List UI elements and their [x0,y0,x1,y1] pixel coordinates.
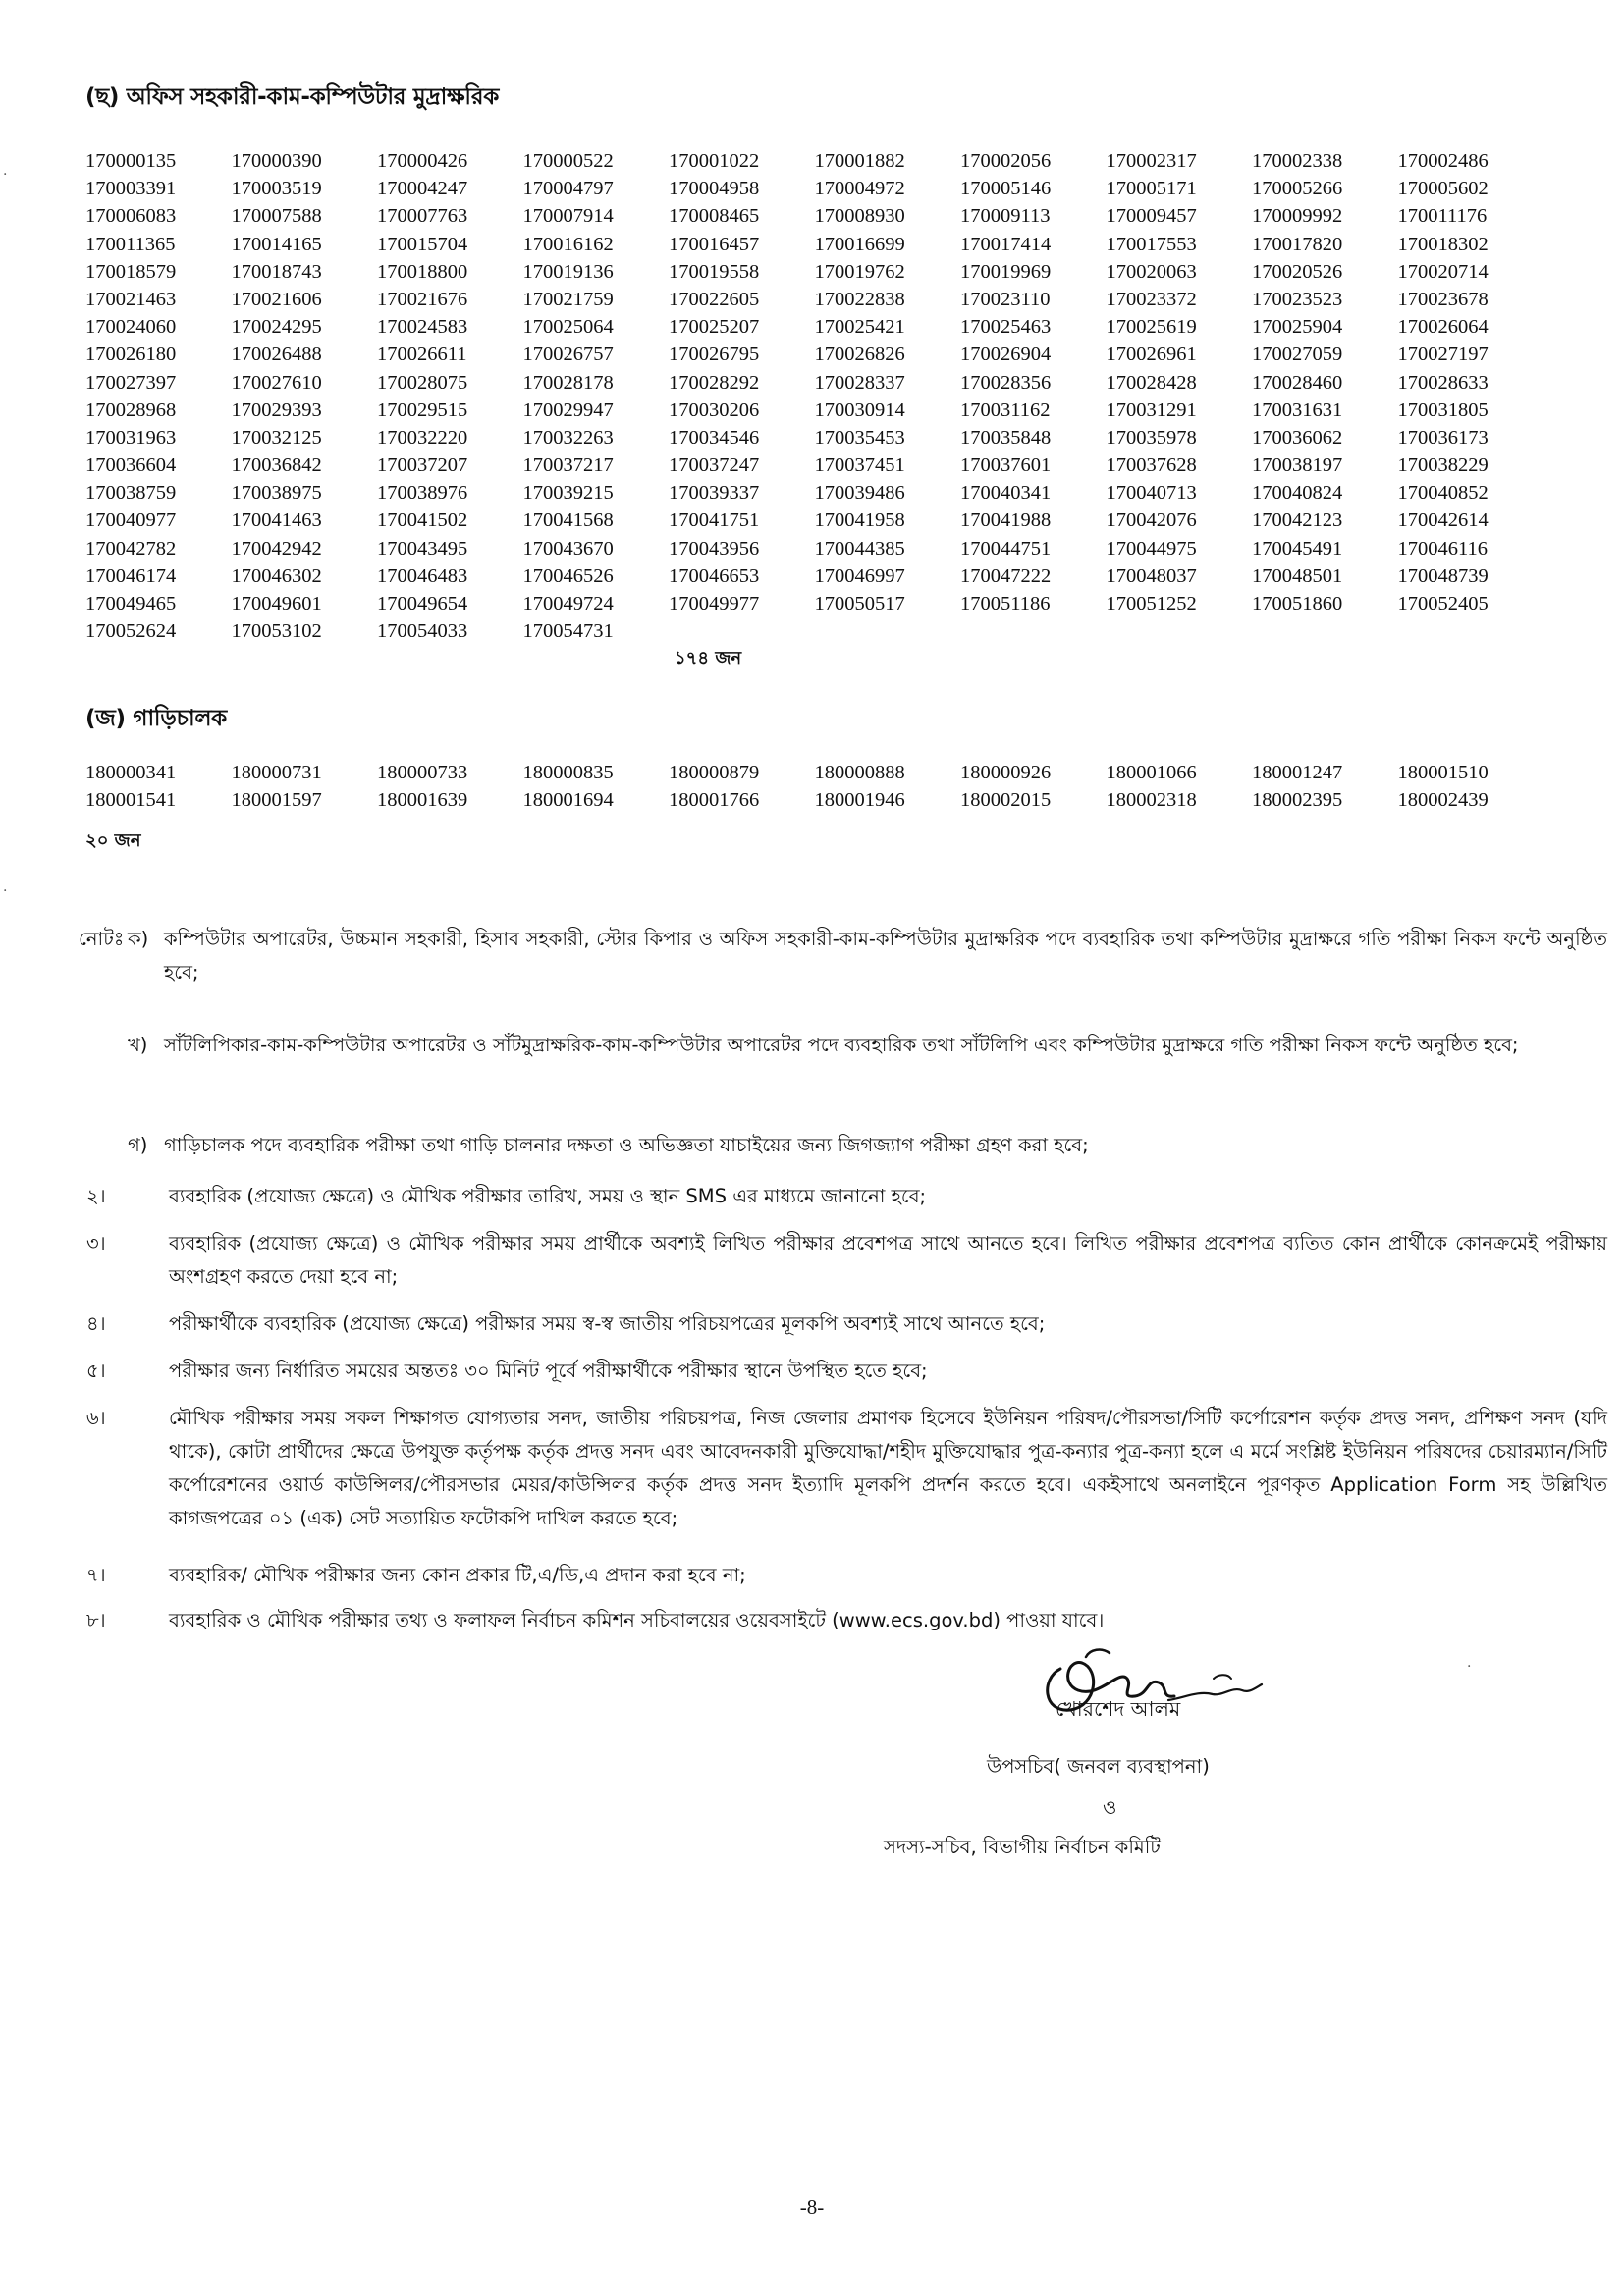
roll-number-cell: 170041751 [669,509,760,532]
roll-number-cell: 170040852 [1397,482,1489,505]
note-ga-label: গ) [128,1134,148,1156]
roll-number-cell: 170021606 [231,288,322,310]
roll-number-cell: 170044751 [960,537,1052,560]
scan-mark: · [3,167,8,183]
roll-number-cell: 170009457 [1106,205,1197,228]
roll-number-cell: 170021676 [377,288,468,310]
roll-number-cell: 170000522 [522,150,614,172]
roll-number-cell: 170046653 [669,564,760,587]
roll-number-cell: 170053102 [231,620,322,643]
roll-number-cell: 170007914 [522,205,614,228]
signatory-name: খোরশেদ আলম [1056,1697,1181,1721]
roll-number-cell: 170016162 [522,233,614,255]
roll-number-cell: 170023523 [1252,288,1343,310]
roll-number-cell: 180000341 [85,762,177,783]
roll-number-cell: 170004247 [377,178,468,200]
roll-number-grid-driver [85,759,1543,814]
note-item-number: ২। [86,1185,106,1207]
roll-number-cell: 170003391 [85,178,177,200]
roll-number-cell: 170025904 [1252,316,1343,339]
signatory-conjunction: ও [1103,1796,1117,1819]
roll-number-cell: 170025064 [522,316,614,339]
roll-number-cell: 170017553 [1106,233,1197,255]
roll-number-cell: 170036604 [85,454,177,477]
roll-number-cell: 170031631 [1252,399,1343,421]
note-item-text: ব্যবহারিক (প্রযোজ্য ক্ষেত্রে) ও মৌখিক পরীক্ষার সময় প্রার্থীকে অবশ্যই লিখিত পরীক্ষার প্রবেশপত্র সাথে আনতে হবে। লিখিত পরীক্ষার প্রবেশপত্র ব্যতিত কোন প্রার্থীকে কোনক্রমেই পরীক্ষায় অংশগ্রহণ করতে দেয়া হবে না; [169,1232,1607,1288]
roll-number-cell: 170042123 [1252,509,1343,532]
roll-number-cell: 170020714 [1397,260,1489,283]
roll-number-cell: 170028356 [960,371,1052,394]
roll-number-cell: 170026488 [231,344,322,366]
roll-number-cell: 170031162 [960,399,1051,421]
section-heading-driver: (জ) গাড়িচালক [85,706,227,731]
roll-number-cell: 170040824 [1252,482,1343,505]
roll-number-cell: 170019136 [522,260,614,283]
roll-number-cell: 170024295 [231,316,322,339]
roll-number-cell: 170027197 [1397,344,1489,366]
roll-number-cell: 180000731 [231,762,322,783]
roll-number-cell: 170008930 [814,205,905,228]
roll-number-cell: 170042076 [1106,509,1197,532]
roll-number-cell: 180000926 [960,762,1052,783]
roll-number-cell: 170000135 [85,150,177,172]
roll-number-cell: 170038197 [1252,454,1343,477]
roll-number-cell: 170030206 [669,399,760,421]
roll-number-cell: 170046116 [1397,537,1488,560]
roll-number-cell: 170040977 [85,509,177,532]
roll-number-cell: 170031963 [85,426,177,449]
roll-number-cell: 170035848 [960,426,1052,449]
roll-number-cell: 170003519 [231,178,322,200]
roll-number-cell: 170036173 [1397,426,1489,449]
roll-number-cell: 170029947 [522,399,614,421]
note-item-number: ৭। [86,1564,106,1586]
roll-number-cell: 170018743 [231,260,322,283]
roll-number-cell: 170028428 [1106,371,1197,394]
roll-number-cell: 170046526 [522,564,614,587]
roll-number-cell: 170040713 [1106,482,1197,505]
roll-number-cell: 170026757 [522,344,614,366]
roll-number-cell: 170028968 [85,399,177,421]
roll-number-cell: 170008465 [669,205,760,228]
note-kha-text: সাঁটলিপিকার-কাম-কম্পিউটার অপারেটর ও সাঁটমুদ্রাক্ষরিক-কাম-কম্পিউটার অপারেটর পদে ব্যবহারিক তথা সাঁটলিপি এবং কম্পিউটার মুদ্রাক্ষরে গতি পরীক্ষা নিকস ফন্টে অনুষ্ঠিত হবে; [164,1034,1519,1056]
roll-number-cell: 170045491 [1252,537,1343,560]
roll-number-cell: 170004958 [669,178,760,200]
page-number: -8- [799,2195,825,2218]
roll-number-cell: 170028337 [814,371,905,394]
roll-number-cell: 170027059 [1252,344,1343,366]
roll-number-cell: 170032125 [231,426,322,449]
roll-number-cell: 170001882 [814,150,905,172]
roll-number-cell: 170019558 [669,260,760,283]
roll-number-cell: 170025207 [669,316,760,339]
roll-number-cell: 170024583 [377,316,468,339]
roll-number-cell: 170037628 [1106,454,1197,477]
note-intro-label: নোটঃ [79,928,125,950]
roll-number-cell: 170026064 [1397,316,1489,339]
roll-number-cell: 170002317 [1106,150,1197,172]
roll-number-cell: 170028178 [522,371,614,394]
roll-number-cell: 170049654 [377,593,468,614]
roll-number-cell: 170032220 [377,426,468,449]
roll-number-cell: 170006083 [85,205,177,228]
roll-number-cell: 170041502 [377,509,468,532]
roll-number-cell: 170023372 [1106,288,1197,310]
roll-number-cell: 170000426 [377,150,468,172]
roll-number-cell: 180002439 [1397,789,1489,812]
roll-number-cell: 170037207 [377,454,468,477]
roll-number-cell: 180000888 [814,762,905,783]
roll-number-cell: 170049601 [231,593,322,614]
roll-number-cell: 170037247 [669,454,760,477]
roll-number-cell: 170026904 [960,344,1052,366]
roll-number-cell: 170036062 [1252,426,1343,449]
roll-number-cell: 170018800 [377,260,468,283]
roll-number-cell: 170049465 [85,593,177,614]
roll-number-cell: 180000879 [669,762,760,783]
roll-number-cell: 170004972 [814,178,905,200]
note-item-number: ৩। [86,1232,106,1255]
note-ka-text: কম্পিউটার অপারেটর, উচ্চমান সহকারী, হিসাব সহকারী, স্টোর কিপার ও অফিস সহকারী-কাম-কম্পিউটার মুদ্রাক্ষরিক পদে ব্যবহারিক তথা কম্পিউটার মুদ্রাক্ষরে গতি পরীক্ষা নিকস ফন্টে অনুষ্ঠিত হবে; [164,928,1607,984]
roll-number-cell: 170025421 [814,316,905,339]
roll-number-cell: 170035453 [814,426,905,449]
roll-number-cell: 170007588 [231,205,322,228]
roll-number-cell: 180000835 [522,762,614,783]
roll-number-cell: 170022838 [814,288,905,310]
roll-number-cell: 180001766 [669,789,760,812]
roll-number-cell: 170051252 [1106,593,1197,614]
notes-section [79,923,1607,1649]
roll-number-cell: 170031805 [1397,399,1489,421]
roll-number-cell: 170051860 [1252,593,1343,614]
roll-number-cell: 170036842 [231,454,322,477]
roll-number-cell: 170025463 [960,316,1052,339]
roll-number-cell: 170016457 [669,233,760,255]
roll-number-cell: 170026826 [814,344,905,366]
roll-number-cell: 170028460 [1252,371,1343,394]
roll-number-cell: 170042782 [85,537,177,560]
roll-number-cell: 170005266 [1252,178,1343,200]
roll-number-cell: 170042614 [1397,509,1489,532]
roll-number-cell: 170040341 [960,482,1052,505]
roll-number-cell: 170005146 [960,178,1052,200]
roll-number-cell: 170028292 [669,371,760,394]
roll-number-cell: 170038229 [1397,454,1489,477]
note-item-text: পরীক্ষার জন্য নির্ধারিত সময়ের অন্ততঃ ৩০ মিনিট পূর্বে পরীক্ষার্থীকে পরীক্ষার স্থানে উপস্থিত হতে হবে; [169,1360,928,1382]
roll-number-cell: 170011176 [1397,205,1488,228]
roll-number-cell: 170027610 [231,371,322,394]
roll-number-cell: 170026611 [377,344,467,366]
roll-number-cell: 170047222 [960,564,1052,587]
roll-number-cell: 180002395 [1252,789,1343,812]
roll-number-cell: 170038975 [231,482,322,505]
note-item-text: ব্যবহারিক/ মৌখিক পরীক্ষার জন্য কোন প্রকার টি,এ/ডি,এ প্রদান করা হবে না; [169,1564,746,1586]
roll-number-cell: 170018579 [85,260,177,283]
roll-number-cell: 170028633 [1397,371,1489,394]
note-kha-label: খ) [128,1034,148,1056]
roll-number-cell: 170042942 [231,537,322,560]
roll-number-cell: 170026961 [1106,344,1197,366]
roll-number-cell: 170025619 [1106,316,1197,339]
roll-number-cell: 170039486 [814,482,905,505]
roll-number-cell: 170019969 [960,260,1052,283]
roll-number-cell: 170048501 [1252,564,1343,587]
note-item-number: ৪। [86,1312,106,1335]
roll-number-cell: 170023678 [1397,288,1489,310]
roll-number-cell: 170002486 [1397,150,1489,172]
roll-number-cell: 170039215 [522,482,614,505]
roll-number-cell: 170052405 [1397,593,1489,614]
roll-number-cell: 170007763 [377,205,468,228]
note-item-number: ৫। [86,1360,106,1382]
roll-number-cell: 170029393 [231,399,322,421]
roll-number-cell: 180001946 [814,789,905,812]
roll-number-cell: 170015704 [377,233,468,255]
roll-number-cell: 170035978 [1106,426,1197,449]
roll-number-cell: 180001597 [231,789,322,812]
roll-number-cell: 170046483 [377,564,468,587]
roll-number-cell: 170031291 [1106,399,1197,421]
roll-number-cell: 170038759 [85,482,177,505]
roll-number-cell: 170021759 [522,288,614,310]
roll-number-cell: 170046302 [231,564,322,587]
roll-number-cell: 170017414 [960,233,1052,255]
roll-number-cell: 170016699 [814,233,905,255]
roll-number-cell: 170005602 [1397,178,1489,200]
roll-number-cell: 170011365 [85,233,176,255]
roll-number-cell: 170043956 [669,537,760,560]
roll-number-grid-office-assistant [85,147,1543,645]
roll-number-cell: 170044385 [814,537,905,560]
roll-number-cell: 180002318 [1106,789,1197,812]
roll-number-cell: 170041463 [231,509,322,532]
roll-number-cell: 170009113 [960,205,1051,228]
roll-number-cell: 170004797 [522,178,614,200]
roll-number-cell: 170043495 [377,537,468,560]
roll-number-cell: 180001694 [522,789,614,812]
roll-number-cell: 170046174 [85,564,177,587]
roll-number-cell: 170048037 [1106,564,1197,587]
roll-number-cell: 170041988 [960,509,1052,532]
roll-number-cell: 170037451 [814,454,905,477]
roll-number-cell: 170052624 [85,620,177,643]
roll-number-cell: 170026795 [669,344,760,366]
roll-number-cell: 170032263 [522,426,614,449]
signatory-role: সদস্য-সচিব, বিভাগীয় নির্বাচন কমিটি [884,1836,1161,1858]
roll-number-cell: 170054731 [522,620,614,643]
roll-number-cell: 170039337 [669,482,760,505]
note-item-text: ব্যবহারিক (প্রযোজ্য ক্ষেত্রে) ও মৌখিক পরীক্ষার তারিখ, সময় ও স্থান SMS এর মাধ্যমে জানানো হবে; [169,1185,927,1207]
roll-number-cell: 170049724 [522,593,614,614]
roll-number-cell: 180001247 [1252,762,1343,783]
roll-number-cell: 170002338 [1252,150,1343,172]
note-ka-label: ক) [128,928,149,950]
roll-number-cell: 170023110 [960,288,1051,310]
note-item-text: মৌখিক পরীক্ষার সময় সকল শিক্ষাগত যোগ্যতার সনদ, জাতীয় পরিচয়পত্র, নিজ জেলার প্রমাণক হিসেবে ইউনিয়ন পরিষদ/পৌরসভা/সিটি কর্পোরেশন কর্তৃক প্রদত্ত সনদ, প্রশিক্ষণ সনদ (যদি থাকে), কোটা প্রার্থীদের ক্ষেত্রে উপযুক্ত কর্তৃপক্ষ কর্তৃক প্রদত্ত সনদ এবং আবেদনকারী মুক্তিযোদ্ধা/শহীদ মুক্তিযোদ্ধার পুত্র-কন্যার পুত্র-কন্যা হলে এ মর্মে সংশ্লিষ্ট ইউনিয়ন পরিষদের চেয়ারম্যান/সিটি কর্পোরেশনের ওয়ার্ড কাউন্সিলর/পৌরসভার মেয়র/কাউন্সিলর কর্তৃক প্রদত্ত সনদ ইত্যাদি মূলকপি প্রদর্শন করতে হবে। একইসাথে অনলাইনে পূরণকৃত Application Form সহ উল্লিখিত কাগজপত্রের ০১ (এক) সেট সত্যায়িত ফটোকপি দাখিল করতে হবে; [169,1407,1607,1529]
roll-number-cell: 170002056 [960,150,1052,172]
scan-mark: · [3,883,8,899]
roll-number-cell: 170048739 [1397,564,1489,587]
candidate-count-driver: ২০ জন [85,830,141,851]
note-item-text: পরীক্ষার্থীকে ব্যবহারিক (প্রযোজ্য ক্ষেত্রে) পরীক্ষার সময় স্ব-স্ব জাতীয় পরিচয়পত্রের মূলকপি অবশ্যই সাথে আনতে হবে; [169,1312,1046,1335]
roll-number-cell: 170043670 [522,537,614,560]
roll-number-cell: 170038976 [377,482,468,505]
roll-number-cell: 180000733 [377,762,468,783]
note-item-number: ৮। [86,1609,106,1631]
roll-number-cell: 170037601 [960,454,1052,477]
roll-number-cell: 170024060 [85,316,177,339]
roll-number-cell: 170037217 [522,454,614,477]
roll-number-cell: 170041568 [522,509,614,532]
roll-number-cell: 170030914 [814,399,905,421]
candidate-count-office-assistant: ১৭৪ জন [675,648,742,668]
note-ga-text: গাড়িচালক পদে ব্যবহারিক পরীক্ষা তথা গাড়ি চালনার দক্ষতা ও অভিজ্ঞতা যাচাইয়ের জন্য জিগজ্যাগ পরীক্ষা গ্রহণ করা হবে; [164,1134,1089,1156]
roll-number-cell: 180001541 [85,789,177,812]
roll-number-cell: 170041958 [814,509,905,532]
roll-number-cell: 170001022 [669,150,760,172]
roll-number-cell: 180001066 [1106,762,1197,783]
roll-number-cell: 170019762 [814,260,905,283]
roll-number-cell: 180001639 [377,789,468,812]
roll-number-cell: 170034546 [669,426,760,449]
signatory-title: উপসচিব( জনবল ব্যবস্থাপনা) [987,1755,1210,1778]
roll-number-cell: 170000390 [231,150,322,172]
roll-number-cell: 180002015 [960,789,1052,812]
roll-number-cell: 170014165 [231,233,322,255]
roll-number-cell: 170049977 [669,593,760,614]
roll-number-cell: 180001510 [1397,762,1489,783]
roll-number-cell: 170021463 [85,288,177,310]
roll-number-cell: 170051186 [960,593,1051,614]
roll-number-cell: 170020526 [1252,260,1343,283]
scan-mark: · [1467,1659,1472,1675]
roll-number-cell: 170005171 [1106,178,1197,200]
roll-number-cell: 170044975 [1106,537,1197,560]
roll-number-cell: 170009992 [1252,205,1343,228]
roll-number-cell: 170029515 [377,399,468,421]
note-item-number: ৬। [86,1407,106,1429]
roll-number-cell: 170054033 [377,620,468,643]
roll-number-cell: 170050517 [814,593,905,614]
note-item-text: ব্যবহারিক ও মৌখিক পরীক্ষার তথ্য ও ফলাফল নির্বাচন কমিশন সচিবালয়ের ওয়েবসাইটে (www.ecs.gov.bd) পাওয়া যাবে। [169,1609,1105,1631]
roll-number-cell: 170046997 [814,564,905,587]
roll-number-cell: 170026180 [85,344,177,366]
roll-number-cell: 170020063 [1106,260,1197,283]
roll-number-cell: 170018302 [1397,233,1489,255]
roll-number-cell: 170022605 [669,288,760,310]
section-heading-office-assistant: (ছ) অফিস সহকারী-কাম-কম্পিউটার মুদ্রাক্ষরিক [85,84,500,110]
roll-number-cell: 170028075 [377,371,468,394]
roll-number-cell: 170027397 [85,371,177,394]
roll-number-cell: 170017820 [1252,233,1343,255]
